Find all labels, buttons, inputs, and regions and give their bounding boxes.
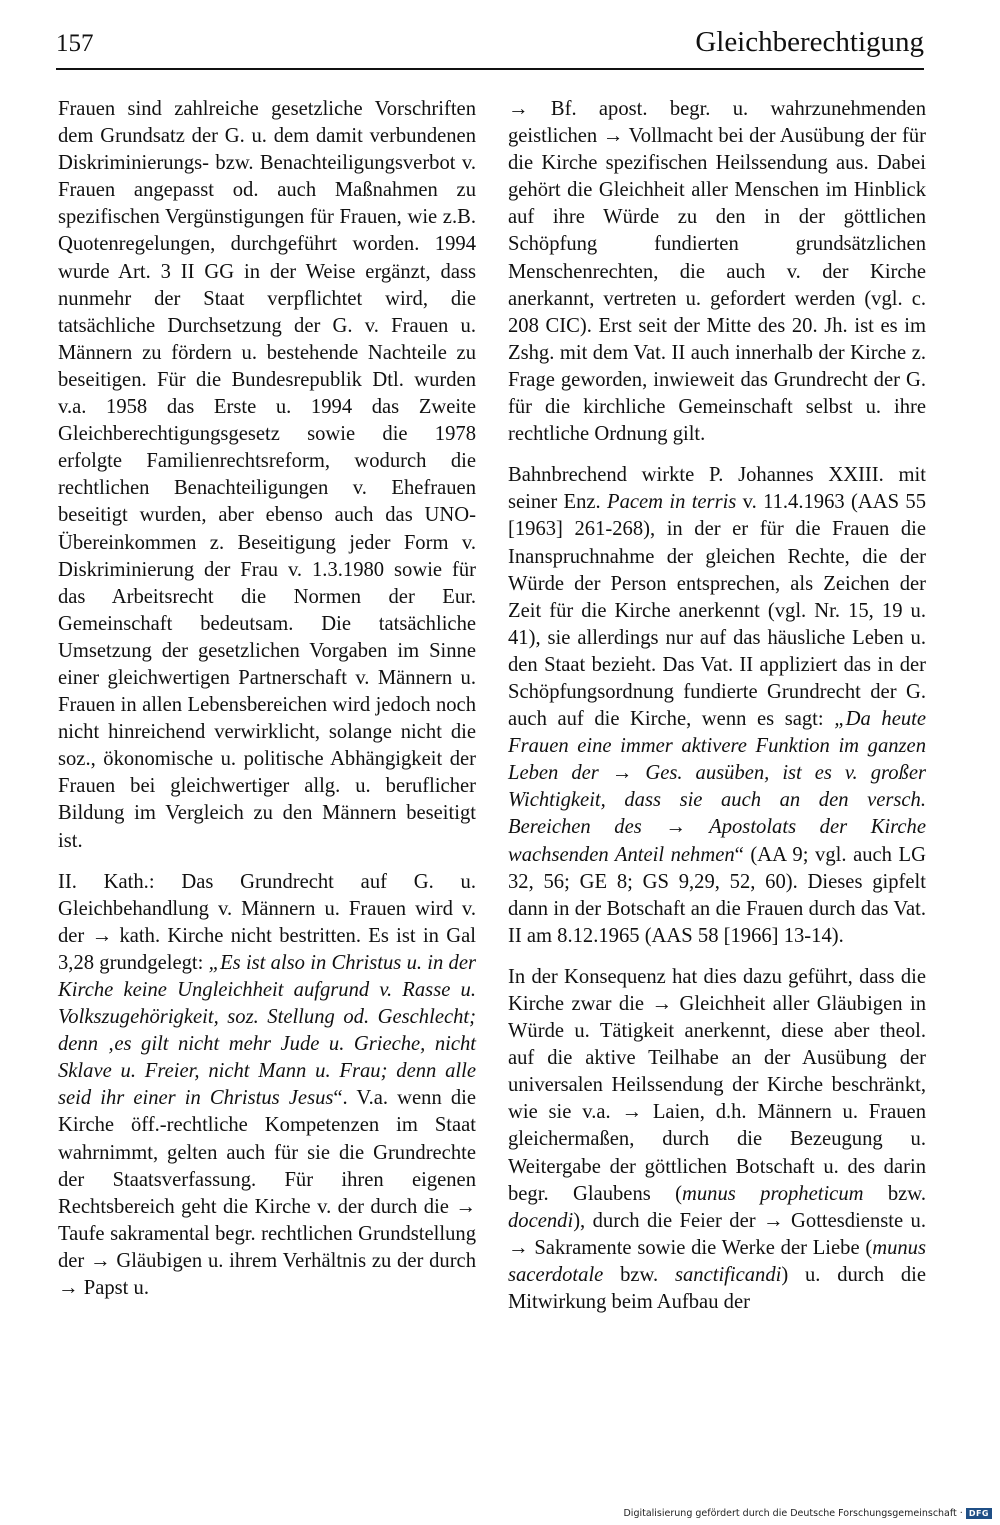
right-column <box>508 96 926 1330</box>
text-run: bzw. <box>603 1263 675 1286</box>
text-run: bzw. <box>863 1182 926 1205</box>
quote: „Da heute Frauen eine immer aktivere Funktion im ganzen Leben der → Ges. ausüben, ist es v. großer Wichtigkeit, dass sie auch an den versch. Bereichen des → Apostolats der Kirche wachsenden Anteil nehmen <box>508 708 926 866</box>
page-header <box>56 26 924 66</box>
paragraph <box>508 462 926 950</box>
paragraph <box>58 869 476 1303</box>
latin-term: munus sacerdotale <box>508 1236 926 1286</box>
footer-text: Digitalisierung gefördert durch die Deutsche Forschungsgemeinschaft · <box>623 1508 963 1519</box>
quote: „Es ist also in Christus u. in der Kirche keine Ungleichheit aufgrund v. Rasse u. Volkszugehörigkeit, soz. Stellung od. Geschlecht; denn ‚es gilt nicht mehr Jude u. Grieche, nicht Sklave u. Freier, nicht Mann u. Frau; denn alle seid ihr einer in Christus Jesus <box>58 951 477 1110</box>
text-run: ) u. durch die Mitwirkung beim Aufbau der <box>508 1263 927 1314</box>
text-run: v. 11.4.1963 (AAS 55 [1963] 261-268), in der er für die Frauen die Inanspruchnahme der gleichen Rechte, die der Würde der Person entsprechen, als Zeichen der Zeit für die Kirche anerkennt (vgl. Nr. 15, 19 u. 41), sie allerdings nur auf das häusliche Leben u. den Staat bezieht. Das Vat. II appliziert das in der Schöpfungsordnung fundierte Grundrecht der G. auch auf die Kirche, wenn es sagt: <box>508 491 926 731</box>
dfg-logo: DFG <box>966 1508 992 1519</box>
running-title: Gleichberechtigung <box>695 26 924 58</box>
text-run: II. Kath.: Das Grundrecht auf G. u. Gleichbehandlung v. Männern u. Frauen wird v. der → kath. Kirche nicht bestritten. Es ist in Gal 3,28 grundgelegt: <box>58 870 476 974</box>
text-run: “ (AA 9; vgl. auch LG 32, 56; GE 8; GS 9,29, 52, 60). Dieses gipfelt dann in der Botschaft an die Frauen durch das Vat. II am 8.12.1965 (AAS 58 [1966] 13-14). <box>508 843 926 947</box>
text-run: Bahnbrechend wirkte P. Johannes XXIII. mit seiner Enz. <box>508 464 926 514</box>
text-run: ), durch die Feier der → Gottesdienste u. → Sakramente sowie die Werke der Liebe ( <box>508 1209 926 1259</box>
paragraph: Frauen sind zahlreiche gesetzliche Vorschriften dem Grundsatz der G. u. dem damit verbundenen Diskriminierungs- bzw. Benachteiligungsverbot v. Frauen angepasst od. auch Maßnahmen zu spezifischen Vergünstigungen für Frauen, wie z.B. Quotenregelungen, durchgeführt worden. 1994 wurde Art. 3 II GG in der Weise ergänzt, dass nunmehr der Staat verpflichtet wird, die tatsächliche Durchsetzung der G. v. Frauen u. Männern zu fördern u. bestehende Nachteile zu beseitigen. Für die Bundesrepublik Dtl. wurden v.a. 1958 das Erste u. 1994 das Zweite Gleichberechtigungsgesetz sowie die 1978 erfolgte Familienrechtsreform, wodurch die rechtlichen Benachteiligungen v. Ehefrauen beseitigt wurden, aber ebenso auch das UNO-Übereinkommen z. Beseitigung jeder Form v. Diskriminierung der Frau v. 1.3.1980 sowie für das Arbeitsrecht die Normen der Eur. Gemeinschaft bedeutsam. Die tatsächliche Umsetzung der gesetzlichen Vorgaben im Sinne einer gleichwertigen Partnerschaft v. Männern u. Frauen in allen Lebensbereichen wird jedoch noch nicht hinreichend verwirklicht, solange nicht die soz., ökonomische u. politische Abhängigkeit der Frauen bei gleichwertiger allg. u. beruflicher Bildung im Vergleich zu den Männern beseitigt ist. <box>58 98 476 852</box>
left-column <box>58 96 476 1316</box>
digitization-footer <box>623 1508 992 1519</box>
text-run: “. V.a. wenn die Kirche öff.-rechtliche Kompetenzen im Staat wahrnimmt, gelten auch für sie die Grundrechte der Staatsverfassung. Für ihren eigenen Rechtsbereich geht die Kirche v. der durch die → Taufe sakramental begr. rechtlichen Grundstellung der → Gläubigen u. ihrem Verhältnis zu der durch → Papst u. <box>58 1087 476 1300</box>
encyclical-title: Pacem in terris <box>607 491 737 514</box>
header-rule <box>56 68 924 70</box>
paragraph: → Bf. apost. begr. u. wahrzunehmenden geistlichen → Vollmacht bei der Ausübung der für die Kirche spezifischen Heilssendung aus. Dabei gehört die Gleichheit aller Menschen im Hinblick auf ihre Würde zu den in der göttlichen Schöpfung fundierten grundsätzlichen Menschenrechten, die auch v. der Kirche anerkannt, vertreten u. gefordert werden (vgl. c. 208 CIC). Erst seit der Mitte des 20. Jh. ist es im Zshg. mit dem Vat. II auch innerhalb der Kirche z. Frage geworden, inwieweit das Grundrecht der G. für die kirchliche Gemeinschaft selbst u. ihre rechtliche Ordnung gilt. <box>508 98 926 446</box>
latin-term: sanctificandi <box>674 1263 782 1286</box>
page-number: 157 <box>56 30 94 57</box>
text-run: In der Konsequenz hat dies dazu geführt, dass die Kirche zwar die → Gleichheit aller Gläubigen in Würde u. Tätigkeit anerkennt, diese aber theol. auf die aktive Teilhabe an der Ausübung der universalen Heilssendung der Kirche beschränkt, wie sie v.a. → Laien, d.h. Männern u. Frauen gleichermaßen, durch die Bezeugung u. Weitergabe der göttlichen Botschaft u. des darin begr. Glaubens ( <box>508 965 926 1205</box>
paragraph <box>508 964 926 1316</box>
latin-term: munus propheticum <box>682 1182 864 1205</box>
latin-term: docendi <box>508 1209 574 1232</box>
